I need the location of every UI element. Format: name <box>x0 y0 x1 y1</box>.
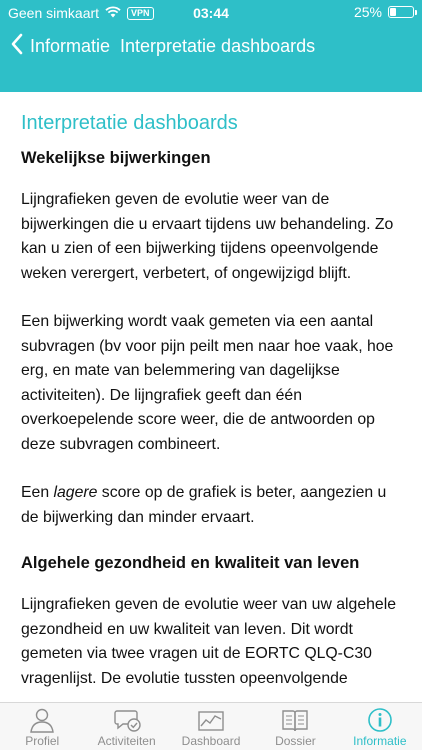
paragraph-3 <box>21 481 401 530</box>
chevron-left-icon <box>10 33 24 60</box>
page-title: Interpretatie dashboards <box>21 112 238 134</box>
paragraph-1: Lijngrafieken geven de evolutie weer van de bijwerkingen die u ervaart tijdens uw behandeling. Zo kan u zien of een bijwerking tijdens opeenvolgende weken verergert, verbetert, of ongewijzigd blijft. <box>21 191 394 282</box>
tab-activiteiten[interactable] <box>84 703 168 750</box>
section-title-quality: Algehele gezondheid en kwaliteit van leven <box>21 554 360 572</box>
tab-label: Dashboard <box>181 734 241 748</box>
section-title-weekly: Wekelijkse bijwerkingen <box>21 149 211 167</box>
paragraph-2: Een bijwerking wordt vaak gemeten via een aantal subvragen (bv voor pijn peilt men naar hoe vaak, hoe erg, en mate van belemmering van dagelijkse activiteiten). De lijngrafiek geeft dan één overkoepelende score weer, die de antwoorden op deze subvragen combineert. <box>21 313 394 453</box>
status-right <box>354 4 414 20</box>
nav-bar <box>0 26 422 92</box>
person-icon <box>28 707 56 733</box>
paragraph-4: Lijngrafieken geven de evolutie weer van uw algehele gezondheid en uw kwaliteit van leven. Dit wordt gemeten via twee vragen uit de EORTC QLQ-C30 vragenlijst. De evolutie tussten opeenvolgende <box>21 596 396 687</box>
battery-fill <box>390 8 396 16</box>
tab-label: Informatie <box>353 734 407 748</box>
tab-label: Profiel <box>25 734 60 748</box>
nav-title: Interpretatie dashboards <box>120 35 316 56</box>
tab-dashboard[interactable] <box>169 703 253 750</box>
paragraph-3-emphasis: lagere <box>53 484 98 501</box>
battery-icon <box>388 6 414 18</box>
book-icon <box>281 707 309 733</box>
battery-percent: 25% <box>353 4 382 20</box>
tab-label: Activiteiten <box>97 734 156 748</box>
tab-dossier[interactable] <box>253 703 337 750</box>
chat-check-icon <box>113 707 141 733</box>
back-label: Informatie <box>30 35 111 56</box>
paragraph-3-start: Een <box>21 484 54 501</box>
status-bar <box>0 0 422 26</box>
tab-label: Dossier <box>275 734 316 748</box>
info-icon <box>366 707 394 733</box>
tab-informatie[interactable] <box>338 703 422 750</box>
tab-profiel[interactable] <box>0 703 84 750</box>
paragraph-3-end: score op de grafiek is beter, aangezien u de bijwerking dan minder ervaart. <box>21 484 387 526</box>
tab-bar <box>0 702 422 750</box>
content-scroll[interactable] <box>0 92 422 702</box>
app-header <box>0 0 422 92</box>
vpn-badge: VPN <box>127 7 154 20</box>
chart-icon <box>197 707 225 733</box>
back-button[interactable] <box>10 26 110 66</box>
carrier-label: Geen simkaart <box>8 5 100 21</box>
status-time: 03:44 <box>193 5 229 21</box>
